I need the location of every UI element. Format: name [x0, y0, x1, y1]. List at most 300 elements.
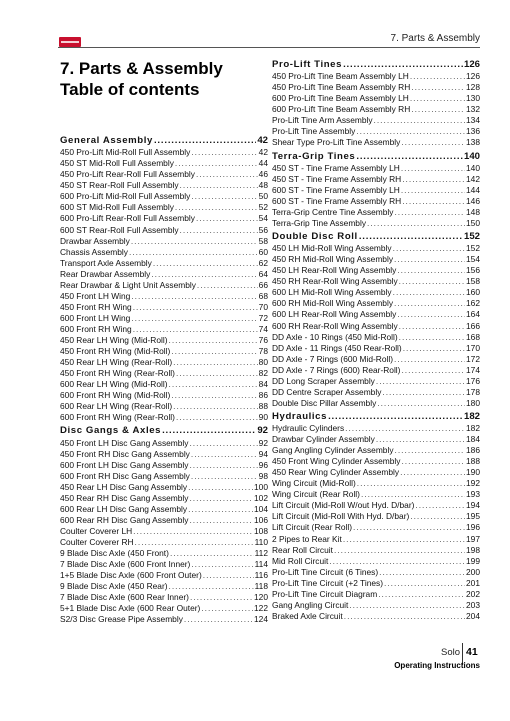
toc-title: 450 ST Mid-Roll Full Assembly	[60, 158, 174, 169]
toc-entry	[272, 185, 480, 196]
toc-leader-dots	[359, 231, 463, 243]
toc-page-number: 66	[258, 279, 268, 290]
toc-title: DD Axle - 7 Rings (600 Mid-Roll)	[272, 353, 394, 364]
toc-entry	[272, 478, 480, 489]
toc-page-number: 84	[258, 379, 268, 390]
toc-entry	[60, 269, 268, 280]
header-title: 7. Parts & Assembly	[390, 33, 480, 44]
toc-leader-dots	[399, 332, 465, 343]
toc-title: 600 Pro-Lift Tine Beam Assembly LH	[272, 93, 409, 104]
toc-title: 600 ST Mid-Roll Full Assembly	[60, 202, 174, 213]
toc-title: 9 Blade Disc Axle (450 Rear)	[60, 581, 168, 592]
toc-leader-dots	[131, 291, 257, 302]
toc-entry	[272, 104, 480, 115]
toc-leader-dots	[344, 611, 465, 622]
toc-entry	[272, 600, 480, 611]
toc-title: Lift Circuit (Rear Roll)	[272, 522, 353, 533]
toc-title: Lift Circuit (Mid-Roll With Hyd. D/bar)	[272, 511, 410, 522]
toc-page-number: 98	[258, 470, 268, 481]
toc-page-number: 130	[466, 93, 480, 104]
toc-page-number: 126	[466, 71, 480, 82]
toc-entry	[272, 589, 480, 600]
toc-page-number: 86	[258, 390, 268, 401]
toc-leader-dots	[394, 354, 465, 365]
toc-title: Chassis Assembly	[60, 246, 128, 257]
toc-title: 600 Front RH Wing (Rear-Roll)	[60, 412, 175, 423]
toc-section-heading	[272, 411, 480, 423]
toc-leader-dots	[353, 522, 465, 533]
toc-title: Wing Circuit (Mid-Roll)	[272, 478, 356, 489]
toc-title: 450 RH Mid-Roll Wing Assembly	[272, 254, 394, 265]
toc-entry	[60, 379, 268, 390]
toc-page-number: 150	[466, 217, 480, 228]
page-title-line-1: 7. Parts & Assembly	[60, 59, 223, 78]
toc-leader-dots	[133, 526, 253, 537]
toc-entry	[60, 482, 268, 493]
toc-entry	[272, 376, 480, 387]
toc-title: 9 Blade Disc Axle (450 Front)	[60, 548, 169, 559]
footer-page-number: 41	[466, 646, 478, 658]
toc-title: 450 Front RH Wing	[60, 301, 132, 312]
toc-title: Shear Type Pro-Lift Tine Assembly	[272, 137, 401, 148]
toc-title: Gang Angling Circuit	[272, 599, 349, 610]
toc-leader-dots	[411, 82, 465, 93]
toc-title: 450 Rear Wing Cylinder Assembly	[272, 467, 400, 478]
toc-leader-dots	[191, 147, 257, 158]
toc-page-number: 182	[466, 423, 480, 434]
toc-title: Pro-Lift Tine Circuit (+2 Tines)	[272, 577, 384, 588]
toc-entry	[272, 467, 480, 478]
toc-title: Pro-Lift Tines	[272, 59, 343, 70]
toc-title: 600 Front RH Wing	[60, 323, 132, 334]
toc-entry	[272, 423, 480, 434]
toc-leader-dots	[175, 202, 258, 213]
toc-entry	[272, 343, 480, 354]
toc-title: 450 Rear LH Disc Gang Assembly	[60, 481, 188, 492]
toc-title: 600 Pro-Lift Rear-Roll Full Assembly	[60, 213, 195, 224]
toc-entry	[60, 258, 268, 269]
toc-page-number: 162	[466, 298, 480, 309]
toc-entry	[60, 412, 268, 423]
toc-entry	[60, 559, 268, 570]
toc-page-number: 174	[466, 364, 480, 375]
toc-page-number: 48	[258, 180, 268, 191]
header-divider	[58, 47, 480, 48]
toc-leader-dots	[189, 460, 257, 471]
toc-title: 1+5 Blade Disc Axle (600 Front Outer)	[60, 570, 202, 581]
toc-leader-dots	[173, 357, 258, 368]
toc-leader-dots	[191, 191, 257, 202]
toc-page-number: 197	[466, 533, 480, 544]
toc-page-number: 176	[466, 375, 480, 386]
toc-entry	[60, 291, 268, 302]
toc-page-number: 58	[258, 235, 268, 246]
toc-entry	[60, 592, 268, 603]
toc-title: 600 RH Mid-Roll Wing Assembly	[272, 298, 394, 309]
toc-title: Transport Axle Assembly	[60, 257, 152, 268]
toc-entry	[272, 207, 480, 218]
toc-page-number: 116	[254, 570, 268, 581]
toc-page-number: 62	[258, 257, 268, 268]
toc-title: Hydraulics	[272, 410, 328, 422]
toc-leader-dots	[169, 335, 258, 346]
toc-leader-dots	[400, 467, 465, 478]
toc-leader-dots	[328, 411, 463, 423]
toc-page-number: 74	[258, 323, 268, 334]
toc-leader-dots	[384, 578, 465, 589]
toc-title: 7 Blade Disc Axle (600 Rear Inner)	[60, 592, 189, 603]
toc-leader-dots	[410, 511, 465, 522]
toc-title: 450 Front LH Wing	[60, 290, 131, 301]
toc-leader-dots	[131, 236, 258, 247]
toc-leader-dots	[171, 390, 257, 401]
toc-title: Lift Circuit (Mid-Roll W/out Hyd. D/bar)	[272, 500, 415, 511]
toc-page-number: 44	[258, 158, 268, 169]
toc-entry	[60, 581, 268, 592]
toc-title: 600 LH Rear-Roll Wing Assembly	[272, 309, 397, 320]
toc-entry	[272, 545, 480, 556]
toc-leader-dots	[176, 368, 258, 379]
toc-entry	[272, 511, 480, 522]
toc-page-number: 164	[466, 309, 480, 320]
toc-leader-dots	[131, 313, 257, 324]
toc-entry	[60, 158, 268, 169]
toc-entry	[60, 346, 268, 357]
toc-title: Mid Roll Circuit	[272, 555, 329, 566]
toc-leader-dots	[184, 614, 253, 625]
toc-title: 2 Pipes to Rear Kit	[272, 533, 342, 544]
toc-section-heading	[60, 135, 268, 147]
toc-title: Pro-Lift Tine Assembly	[272, 126, 356, 137]
toc-page-number: 158	[466, 276, 480, 287]
toc-leader-dots	[356, 126, 465, 137]
toc-entry	[60, 213, 268, 224]
toc-leader-dots	[403, 343, 465, 354]
toc-leader-dots	[376, 376, 465, 387]
toc-title: 450 LH Mid-Roll Wing Assembly	[272, 243, 392, 254]
footer-manual-name: Operating Instructions	[394, 661, 480, 670]
toc-section-heading	[272, 151, 480, 163]
toc-entry	[60, 169, 268, 180]
toc-leader-dots	[180, 225, 258, 236]
toc-title: 600 RH Rear-Roll Wing Assembly	[272, 320, 398, 331]
toc-page-number: 172	[466, 353, 480, 364]
toc-page-number: 138	[466, 137, 480, 148]
toc-leader-dots	[378, 589, 465, 600]
toc-title: 600 Rear RH Disc Gang Assembly	[60, 514, 189, 525]
toc-leader-dots	[411, 104, 465, 115]
toc-page-number: 54	[258, 213, 268, 224]
toc-entry	[60, 191, 268, 202]
toc-page-number: 190	[466, 467, 480, 478]
toc-page-number: 90	[258, 412, 268, 423]
toc-page-number: 94	[258, 448, 268, 459]
toc-entry	[272, 611, 480, 622]
toc-leader-dots	[397, 309, 465, 320]
toc-entry	[272, 218, 480, 229]
toc-page-number: 46	[258, 169, 268, 180]
toc-leader-dots	[201, 603, 253, 614]
toc-leader-dots	[133, 324, 258, 335]
toc-leader-dots	[191, 449, 258, 460]
toc-entry	[60, 548, 268, 559]
toc-title: 600 Rear LH Wing (Mid-Roll)	[60, 379, 168, 390]
toc-title: General Assembly	[60, 135, 153, 146]
toc-entry	[60, 357, 268, 368]
toc-leader-dots	[401, 163, 465, 174]
toc-title: Disc Gangs & Axles	[60, 425, 162, 437]
toc-entry	[272, 522, 480, 533]
toc-page-number: 178	[466, 386, 480, 397]
toc-page-number: 88	[258, 401, 268, 412]
toc-entry	[272, 332, 480, 343]
toc-leader-dots	[367, 218, 465, 229]
toc-leader-dots	[415, 500, 465, 511]
toc-right-column	[272, 57, 480, 622]
toc-title: 7 Blade Disc Axle (600 Front Inner)	[60, 559, 191, 570]
toc-entry	[60, 225, 268, 236]
toc-page-number: 102	[254, 492, 268, 503]
toc-entry	[60, 438, 268, 449]
toc-title: Double Disc Pillar Assembly	[272, 397, 377, 408]
toc-entry	[60, 390, 268, 401]
toc-leader-dots	[334, 545, 465, 556]
toc-page-number: 96	[258, 459, 268, 470]
toc-title: Hydraulic Cylinders	[272, 423, 345, 434]
toc-page-number: 184	[466, 434, 480, 445]
toc-entry	[60, 449, 268, 460]
toc-page-number: 106	[254, 514, 268, 525]
toc-entry	[272, 309, 480, 320]
toc-page-number: 194	[466, 500, 480, 511]
toc-leader-dots	[133, 302, 258, 313]
toc-leader-dots	[173, 401, 258, 412]
toc-title: Drawbar Assembly	[60, 235, 130, 246]
toc-page-number: 195	[466, 511, 480, 522]
toc-entry	[272, 578, 480, 589]
toc-page-number: 64	[258, 268, 268, 279]
toc-entry	[272, 126, 480, 137]
toc-entry	[272, 456, 480, 467]
toc-page-number: 146	[466, 195, 480, 206]
toc-page-number: 42	[258, 147, 268, 158]
toc-title: 450 Rear LH Wing (Mid-Roll)	[60, 334, 168, 345]
toc-leader-dots	[329, 556, 465, 567]
toc-title: 600 Front LH Disc Gang Assembly	[60, 459, 189, 470]
toc-page-number: 124	[254, 614, 268, 625]
toc-entry	[60, 280, 268, 291]
toc-entry	[60, 335, 268, 346]
toc-page-number: 56	[258, 224, 268, 235]
toc-entry	[272, 93, 480, 104]
toc-leader-dots	[394, 207, 465, 218]
toc-page-number: 68	[258, 290, 268, 301]
toc-entry	[60, 471, 268, 482]
toc-page-number: 166	[466, 320, 480, 331]
toc-leader-dots	[393, 243, 465, 254]
toc-title: Braked Axle Circuit	[272, 610, 343, 621]
toc-title: 600 Pro-Lift Mid-Roll Full Assembly	[60, 191, 191, 202]
toc-title: DD Axle - 10 Rings (450 Mid-Roll)	[272, 331, 398, 342]
toc-entry	[272, 196, 480, 207]
toc-title: 450 Front LH Disc Gang Assembly	[60, 437, 189, 448]
toc-page-number: 182	[463, 410, 480, 422]
toc-title: 450 Front Wing Cylinder Assembly	[272, 456, 401, 467]
toc-section-heading	[272, 59, 480, 71]
toc-entry	[272, 445, 480, 456]
toc-page-number: 188	[466, 456, 480, 467]
toc-title: Rear Roll Circuit	[272, 544, 333, 555]
toc-page-number: 126	[463, 59, 480, 70]
toc-page-number: 142	[466, 173, 480, 184]
toc-title: 5+1 Blade Disc Axle (600 Rear Outer)	[60, 603, 201, 614]
toc-entry	[272, 489, 480, 500]
toc-title: DD Long Scraper Assembly	[272, 375, 375, 386]
toc-title: 600 Front RH Disc Gang Assembly	[60, 470, 190, 481]
toc-title: DD Axle - 11 Rings (450 Rear-Roll)	[272, 342, 402, 353]
toc-entry	[60, 460, 268, 471]
toc-leader-dots	[394, 254, 465, 265]
toc-title: 450 ST - Tine Frame Assembly RH	[272, 173, 402, 184]
toc-title: 600 ST Rear-Roll Full Assembly	[60, 224, 179, 235]
toc-title: Rear Drawbar & Light Unit Assembly	[60, 279, 196, 290]
toc-page-number: 80	[258, 357, 268, 368]
toc-page-number: 152	[463, 230, 480, 242]
toc-leader-dots	[190, 592, 253, 603]
toc-title: 450 Front RH Wing (Rear-Roll)	[60, 368, 175, 379]
toc-title: 450 ST Rear-Roll Full Assembly	[60, 180, 179, 191]
toc-title: 600 Front RH Wing (Mid-Roll)	[60, 390, 171, 401]
toc-leader-dots	[357, 478, 465, 489]
toc-title: 450 Pro-Lift Mid-Roll Full Assembly	[60, 147, 191, 158]
toc-section-heading	[272, 231, 480, 243]
toc-leader-dots	[153, 258, 258, 269]
toc-entry	[272, 115, 480, 126]
toc-title: 600 Rear LH Wing (Rear-Roll)	[60, 401, 173, 412]
toc-leader-dots	[191, 559, 253, 570]
toc-leader-dots	[135, 537, 254, 548]
toc-leader-dots	[393, 287, 465, 298]
toc-leader-dots	[188, 504, 253, 515]
toc-page-number: 193	[466, 489, 480, 500]
toc-leader-dots	[170, 548, 254, 559]
toc-entry	[272, 137, 480, 148]
toc-leader-dots	[399, 321, 465, 332]
toc-leader-dots	[394, 298, 465, 309]
toc-entry	[60, 493, 268, 504]
toc-title: Terra-Grip Tines	[272, 150, 356, 162]
toc-page-number: 203	[466, 599, 480, 610]
toc-page-number: 60	[258, 246, 268, 257]
toc-title: Double Disc Roll	[272, 230, 358, 242]
toc-page-number: 140	[466, 162, 480, 173]
toc-entry	[272, 398, 480, 409]
toc-entry	[60, 570, 268, 581]
toc-page-number: 104	[254, 503, 268, 514]
toc-page-number: 134	[466, 115, 480, 126]
toc-entry	[60, 180, 268, 191]
page-title	[60, 58, 260, 100]
toc-entry	[272, 500, 480, 511]
toc-entry	[272, 354, 480, 365]
toc-title: 450 LH Rear-Roll Wing Assembly	[272, 265, 397, 276]
toc-page-number: 170	[466, 342, 480, 353]
toc-title: 600 Pro-Lift Tine Beam Assembly RH	[272, 104, 411, 115]
toc-page-number: 198	[466, 544, 480, 555]
toc-page-number: 202	[466, 588, 480, 599]
toc-leader-dots	[129, 247, 258, 258]
toc-page-number: 72	[258, 312, 268, 323]
toc-leader-dots	[361, 489, 465, 500]
toc-page-number: 196	[466, 522, 480, 533]
toc-entry	[60, 147, 268, 158]
toc-page-number: 50	[258, 191, 268, 202]
toc-title: 600 Rear LH Disc Gang Assembly	[60, 503, 188, 514]
toc-leader-dots	[196, 213, 258, 224]
toc-leader-dots	[376, 434, 465, 445]
toc-entry	[60, 302, 268, 313]
toc-leader-dots	[189, 438, 257, 449]
toc-leader-dots	[410, 93, 465, 104]
toc-page-number: 144	[466, 184, 480, 195]
toc-title: 600 LH Mid-Roll Wing Assembly	[272, 287, 392, 298]
toc-title: 450 ST - Tine Frame Assembly LH	[272, 162, 400, 173]
toc-page-number: 186	[466, 445, 480, 456]
toc-entry	[272, 174, 480, 185]
toc-entry	[272, 365, 480, 376]
toc-leader-dots	[176, 412, 258, 423]
toc-leader-dots	[169, 379, 258, 390]
toc-entry	[272, 534, 480, 545]
toc-section-heading	[60, 425, 268, 437]
toc-title: Pro-Lift Tine Circuit (6 Tines)	[272, 566, 379, 577]
toc-entry	[60, 236, 268, 247]
brand-logo	[59, 37, 81, 47]
toc-leader-dots	[197, 280, 258, 291]
toc-title: DD Centre Scraper Assembly	[272, 386, 382, 397]
toc-leader-dots	[343, 59, 463, 71]
toc-leader-dots	[349, 600, 465, 611]
toc-page-number: 201	[466, 577, 480, 588]
toc-entry	[272, 163, 480, 174]
toc-leader-dots	[196, 169, 258, 180]
toc-page-number: 76	[258, 334, 268, 345]
toc-entry	[272, 567, 480, 578]
toc-leader-dots	[343, 534, 465, 545]
toc-entry	[272, 276, 480, 287]
toc-title: Pro-Lift Tine Arm Assembly	[272, 115, 373, 126]
toc-entry	[60, 614, 268, 625]
toc-leader-dots	[401, 456, 465, 467]
toc-leader-dots	[374, 115, 465, 126]
toc-page-number: 82	[258, 368, 268, 379]
toc-title: 600 ST - Tine Frame Assembly RH	[272, 195, 402, 206]
toc-entry	[60, 324, 268, 335]
toc-page-number: 192	[466, 478, 480, 489]
toc-title: 450 Pro-Lift Tine Beam Assembly LH	[272, 71, 409, 82]
toc-page-number: 128	[466, 82, 480, 93]
toc-title: Wing Circuit (Rear Roll)	[272, 489, 360, 500]
toc-leader-dots	[345, 423, 465, 434]
toc-title: 450 Rear RH Disc Gang Assembly	[60, 492, 189, 503]
toc-page-number: 92	[258, 437, 268, 448]
toc-entry	[272, 434, 480, 445]
toc-title: 450 Front RH Disc Gang Assembly	[60, 448, 190, 459]
toc-page-number: 136	[466, 126, 480, 137]
toc-entry	[60, 603, 268, 614]
toc-leader-dots	[180, 180, 258, 191]
toc-entry	[272, 71, 480, 82]
